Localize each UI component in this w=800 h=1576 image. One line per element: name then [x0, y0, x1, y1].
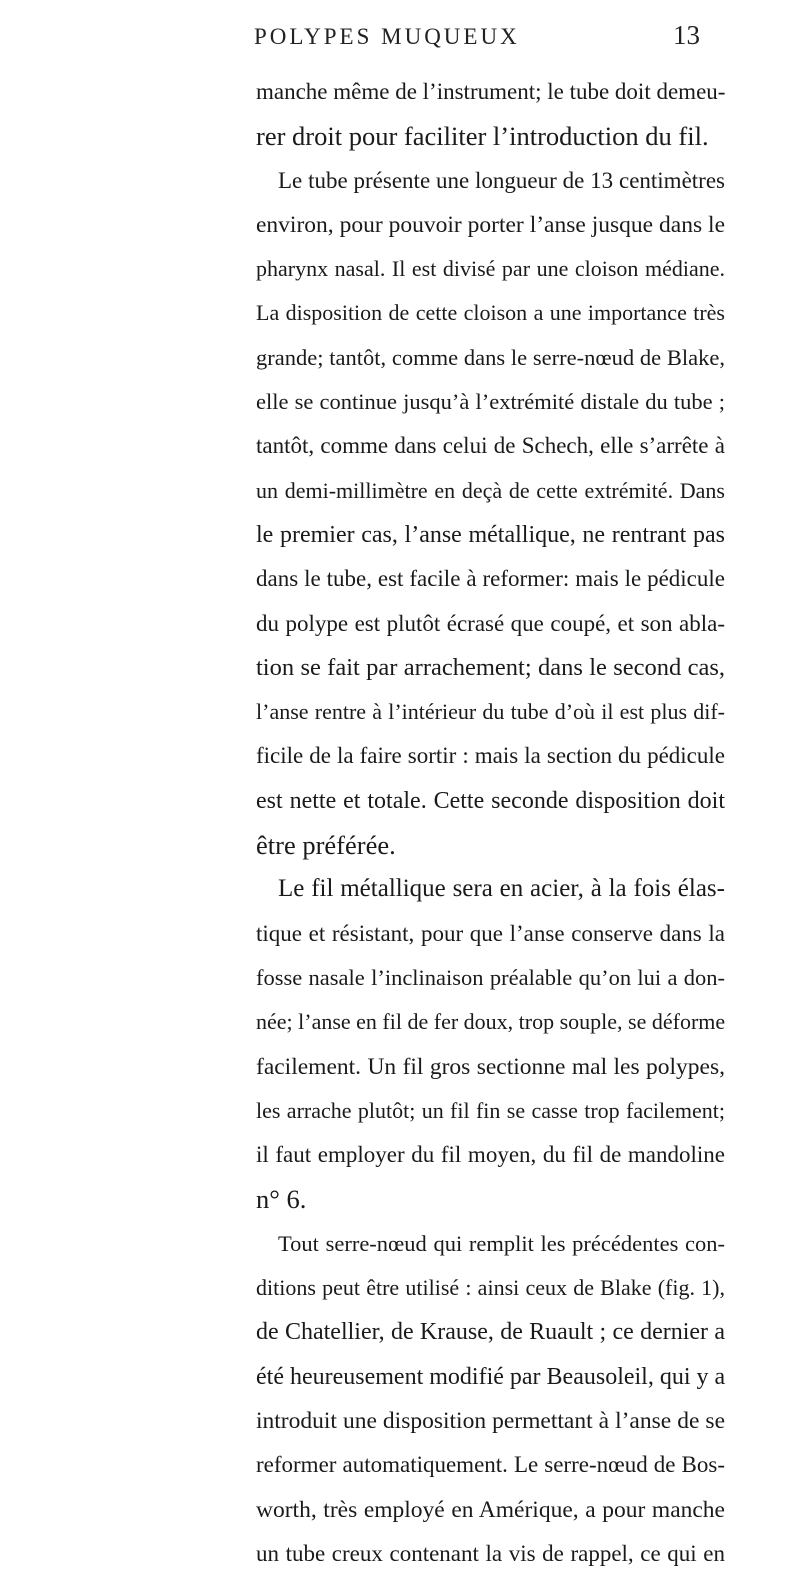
text-line: n° 6. — [256, 1184, 307, 1215]
text-line: les arrache plutôt; un fil fin se casse trop facilement; — [256, 1097, 725, 1123]
text-line: rer droit pour faciliter l’introduction du fil. — [256, 121, 709, 152]
text-line: manche même de l’instrument; le tube doit demeu- — [256, 79, 726, 104]
text-line: elle se continue jusqu’à l’extrémité distale du tube ; — [256, 389, 725, 415]
text-line: un demi-millimètre en deçà de cette extrémité. Dans — [256, 477, 725, 503]
text-line: Le tube présente une longueur de 13 centimètres — [278, 167, 725, 193]
text-line: Le fil métallique sera en acier, à la fois élas- — [278, 875, 725, 903]
text-line: tion se fait par arrachement; dans le second cas, — [256, 653, 725, 681]
text-line: tantôt, comme dans celui de Schech, elle s’arrête à — [256, 433, 725, 459]
text-line: reformer automatiquement. Le serre-nœud de Bos- — [256, 1452, 725, 1478]
text-line: est nette et totale. Cette seconde disposition doit — [256, 787, 725, 814]
text-line: La disposition de cette cloison a une importance très — [256, 300, 725, 326]
text-line: ficile de la faire sortir : mais la section du pédicule — [256, 743, 725, 769]
text-line: de Chatellier, de Krause, de Ruault ; ce dernier a — [256, 1319, 725, 1346]
text-line: environ, pour pouvoir porter l’anse jusque dans le — [256, 211, 725, 238]
text-line: facilement. Un fil gros sectionne mal les polypes, — [256, 1053, 725, 1080]
text-line: pharynx nasal. Il est divisé par une cloison médiane. — [256, 256, 725, 282]
text-line: tique et résistant, pour que l’anse conserve dans la — [256, 920, 725, 946]
page-number: 13 — [673, 20, 700, 50]
text-line: ditions peut être utilisé : ainsi ceux de Blake (fig. 1), — [256, 1275, 725, 1301]
text-line: grande; tantôt, comme dans le serre-nœud de Blake, — [256, 344, 725, 370]
text-line: worth, très employé en Amérique, a pour manche — [256, 1496, 725, 1523]
text-line: l’anse rentre à l’intérieur du tube d’où il est plus dif- — [256, 699, 725, 725]
running-head — [254, 18, 700, 58]
text-line: du polype est plutôt écrasé que coupé, et son abla- — [256, 610, 725, 636]
text-line: être préférée. — [256, 830, 396, 861]
text-line: dans le tube, est facile à reformer: mais le pédicule — [256, 566, 725, 592]
text-line: il faut employer du fil moyen, du fil de mandoline — [256, 1142, 725, 1168]
text-line: été heureusement modifié par Beausoleil, qui y a — [256, 1363, 726, 1390]
running-title: POLYPES MUQUEUX — [254, 24, 520, 49]
text-line: Tout serre-nœud qui remplit les précédentes con- — [278, 1230, 725, 1256]
text-line: un tube creux contenant la vis de rappel, ce qui en — [256, 1540, 725, 1566]
text-line: fosse nasale l’inclinaison préalable qu’on lui a don- — [256, 964, 725, 990]
body-text — [256, 70, 725, 1576]
text-line: née; l’anse en fil de fer doux, trop souple, se déforme — [256, 1009, 726, 1035]
text-line: introduit une disposition permettant à l’anse de se — [256, 1407, 725, 1434]
text-line: le premier cas, l’anse métallique, ne rentrant pas — [256, 521, 725, 548]
